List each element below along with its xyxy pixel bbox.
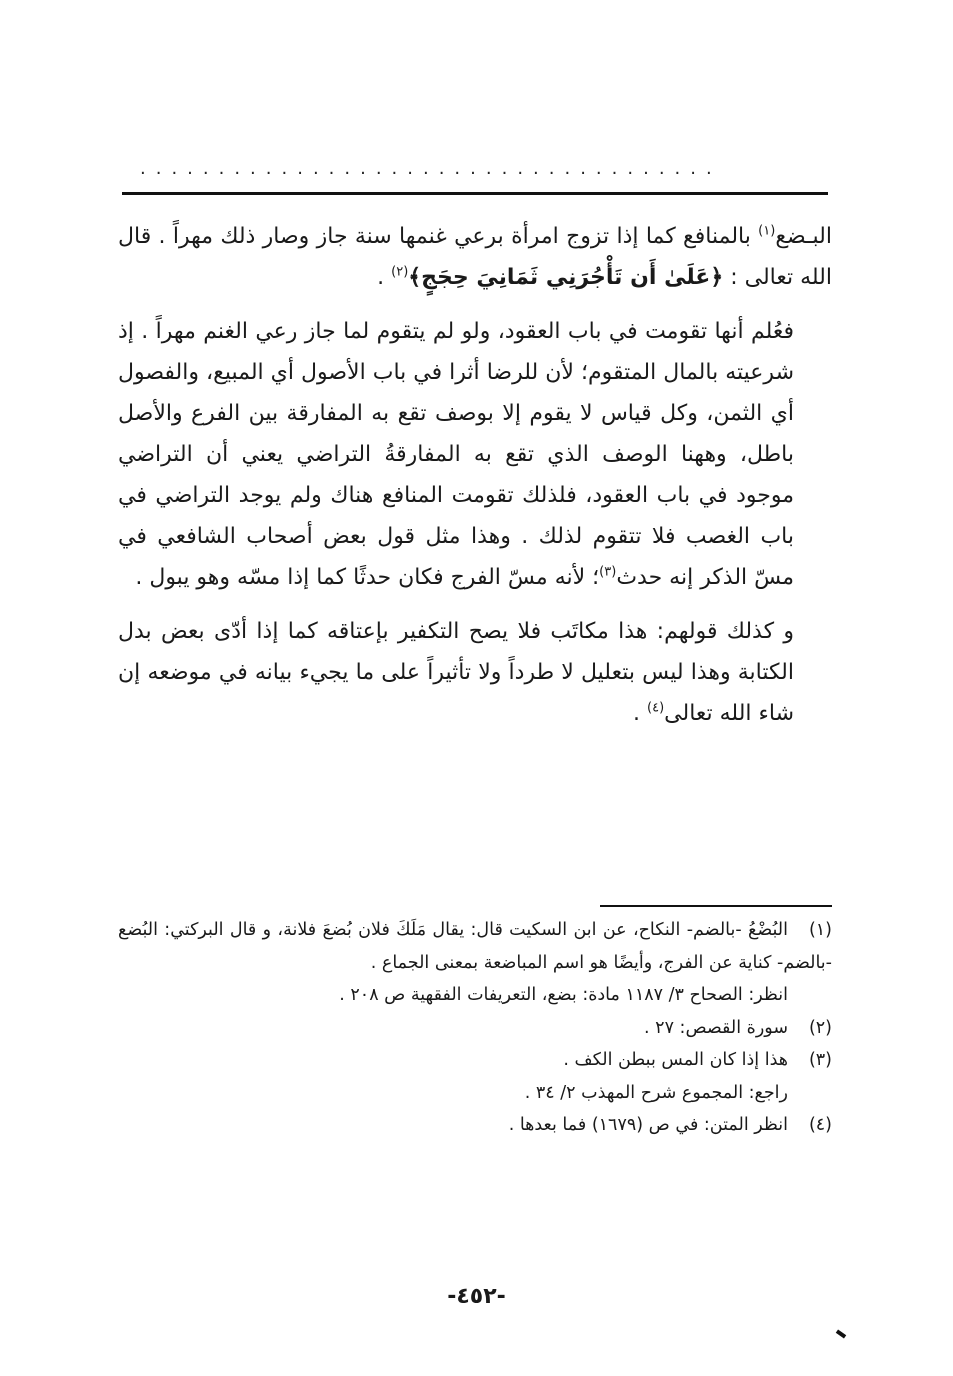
scan-mark (836, 1329, 846, 1338)
footnote-1 (118, 914, 832, 979)
p1-text-a: البـضع (775, 224, 832, 249)
footnote-number: (٣) (808, 1050, 832, 1070)
footnote-number: (٤) (808, 1115, 832, 1135)
footnote-text: سورة القصص: ٢٧ . (644, 1017, 788, 1038)
p2-text-a: فعُلم أنها تقومت في باب العقود، ولو لم يتقوم لما جاز رعي الغنم مهراً . إذ شرعيته بالمال المتقوم؛ لأن للرضا أثرا في باب الأصول أي المبيع، والفصول أي الثمن، وكل قياس لا يقوم إلا بوصف تقع به المفارقة بين الفرع والأصل باطل، وههنا الوصف الذي تقع به المفارقةُ التراضي يعني أن التراضي موجود في باب العقود، فلذلك تقومت المنافع هناك ولم يوجد التراضي في باب الغصب فلا تتقوم لذلك . وهذا مثل قول بعض أصحاب الشافعي في مسّ الذكر إنه حدث (118, 319, 794, 590)
page-number: -٤٥٢- (447, 1284, 506, 1309)
paragraph-3 (118, 611, 832, 734)
quran-verse: ﴿عَلَىٰ أَن تَأْجُرَنِي ثَمَانِيَ حِجَجٍ﴾ (408, 265, 724, 290)
footnote-text: البُضْعُ -بالضم- النكاح، عن ابن السكيت قال: يقال مَلَكَ فلان بُضعَ فلانة، (277, 920, 788, 940)
header-rule (122, 192, 828, 195)
footnote-ref-2[interactable]: (٢) (391, 264, 409, 280)
footnote-ref-1[interactable]: (١) (758, 223, 776, 239)
footnote-4 (118, 1109, 832, 1142)
footnote-text: انظر المتن: في ص (١٦٧٩) فما بعدها . (508, 1115, 788, 1135)
footnote-number: (١) (808, 920, 832, 940)
footnote-3 (118, 1044, 832, 1077)
paragraph-2 (118, 311, 832, 598)
p3-text-a: و كذلك قولهم: هذا مكاتَب فلا يصح التكفير بإعتاقه كما إذا أدّى بعض بدل الكتابة وهذا ليس بتعليل لا طرداً ولا تأثيراً على ما يجيء بيانه في موضعه إن شاء الله تعالى (118, 619, 794, 726)
header-dots: ..................................... (140, 158, 722, 178)
footnote-ref-4[interactable]: (٤) (647, 700, 665, 716)
footnote-ref-3[interactable]: (٣) (599, 564, 617, 580)
footnote-text: و قال البركتي: البُضع -بالضم- كناية عن الفرج، وأيضًا هو اسم المباضعة بمعنى الجماع . (118, 920, 832, 973)
paragraph-1 (118, 216, 832, 298)
footnote-rule (600, 905, 832, 907)
footnote-text: هذا إذا كان المس ببطن الكف . (563, 1050, 788, 1070)
footnote-number: (٢) (808, 1017, 832, 1038)
p1-text-c: . (377, 265, 392, 290)
p2-text-b: ؛ لأنه مسّ الفرج فكان حدثًا كما إذا مسّه وهو يبول . (135, 565, 600, 590)
main-text (118, 216, 832, 734)
p3-text-b: . (633, 701, 648, 726)
footnote-1-ref: انظر: الصحاح ٣/ ١١٨٧ مادة: بضع، التعريفات الفقهية ص ٢٠٨ . (339, 985, 788, 1005)
footnote-2 (118, 1012, 832, 1045)
footnotes (118, 914, 832, 1142)
footnote-3-ref: راجع: المجموع شرح المهذب ٢/ ٣٤ . (524, 1082, 788, 1103)
p1-text-b: بالمنافع كما إذا تزوج امرأة برعي غنمها سنة جاز وصار ذلك مهراً . قال الله تعالى : (118, 224, 832, 290)
